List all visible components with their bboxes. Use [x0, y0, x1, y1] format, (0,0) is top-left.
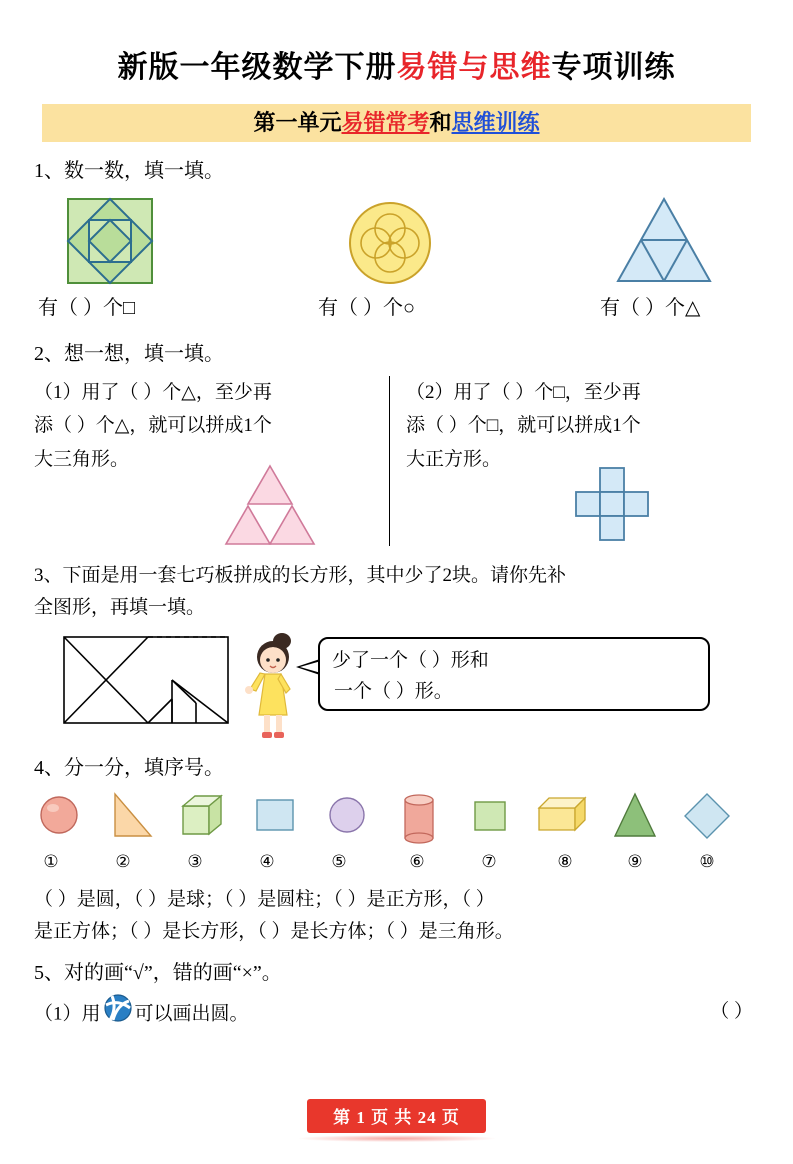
shape-cube-green: [172, 790, 234, 848]
unit-banner-mid: 和: [429, 110, 452, 135]
shape-number-10: ⑩: [699, 851, 715, 871]
figure-blue-polyomino: [574, 466, 674, 542]
question-4-answer-line2: 是正方体；（ ）是长方形，（ ）是长方体；（ ）是三角形。: [34, 920, 514, 942]
shape-number-7: ⑦: [481, 851, 497, 871]
shape-cylinder-pink: [388, 790, 450, 848]
question-2-left: [34, 376, 379, 476]
q3-bubble-line1: 少了一个（ ）形和: [332, 649, 489, 671]
shape-circle-purple: [316, 790, 378, 848]
shape-triangle-orange: [100, 790, 162, 848]
figure-tangram-rectangle: [62, 633, 232, 729]
q3-bubble-line2: 一个（ ）形。: [334, 680, 453, 702]
question-1-stem: 1、数一数，填一填。: [34, 160, 224, 182]
shape-number-3: ③: [187, 851, 203, 871]
question-2-columns: [34, 376, 750, 556]
unit-banner-blue: 思维训练: [451, 110, 540, 135]
q1-blank-circle: 有（ ）个○: [318, 297, 416, 319]
page-title-part2: 易错与思维: [396, 51, 552, 84]
page-footer: [0, 1099, 793, 1142]
speech-bubble: [318, 637, 710, 711]
unit-banner: [42, 104, 751, 142]
q2-left-line2: 添（ ）个△，就可以拼成1个: [34, 415, 272, 437]
question-3-stem-line2: 全图形，再填一填。: [34, 597, 206, 619]
question-1-blanks: [0, 291, 793, 325]
question-3-content: [0, 629, 793, 747]
q1-blank-square: 有（ ）个□: [38, 297, 136, 319]
q5-item1-prefix: （1）用: [34, 1003, 101, 1025]
column-divider: [389, 376, 390, 546]
q2-left-line1: （1）用了（ ）个△，至少再: [34, 382, 272, 403]
shape-cuboid-yellow: [532, 790, 594, 848]
shape-square-green: [460, 790, 522, 848]
unit-banner-red: 易错常考: [341, 110, 430, 135]
shape-sphere: [28, 790, 90, 848]
question-4-shapes: [0, 790, 793, 852]
unit-banner-prefix: 第一单元: [253, 110, 342, 135]
q1-blank-triangle: 有（ ）个△: [600, 297, 701, 319]
page-title: [0, 42, 793, 86]
figure-pink-triangles: [224, 464, 316, 548]
question-4-answer-line1: （ ）是圆，（ ）是球；（ ）是圆柱；（ ）是正方形，（ ）: [34, 888, 495, 910]
question-5-stem: 5、对的画“√”，错的画“×”。: [34, 962, 282, 985]
shape-number-5: ⑤: [331, 851, 347, 871]
shape-number-1: ①: [43, 851, 59, 871]
footer-shadow: [299, 1135, 495, 1142]
q2-right-line2: 添（ ）个□，就可以拼成1个: [406, 415, 641, 437]
q5-item1-answer-blank: （ ）: [710, 1001, 753, 1023]
question-3-stem-line1: 3、下面是用一套七巧板拼成的长方形，其中少了2块。请你先补: [34, 565, 567, 586]
shape-number-8: ⑧: [557, 851, 573, 871]
page-number-badge: 第 1 页 共 24 页: [307, 1099, 486, 1133]
shape-number-9: ⑨: [627, 851, 643, 871]
figure-subdivided-triangle: [612, 195, 716, 287]
question-2-stem: 2、想一想，填一填。: [34, 343, 224, 365]
shape-number-6: ⑥: [409, 851, 425, 871]
figure-nested-squares: [62, 195, 170, 287]
question-2-right: [406, 376, 751, 476]
volleyball-icon: [103, 993, 133, 1037]
question-4-numbers: [0, 852, 793, 876]
question-1-figures: [0, 195, 793, 291]
worksheet-page: [0, 42, 793, 1164]
page-title-part1: 新版一年级数学下册: [117, 51, 397, 84]
shape-rhombus-blue: [676, 790, 738, 848]
question-5-item-1: [34, 993, 793, 1031]
page-title-part3: 专项训练: [551, 51, 676, 84]
q2-right-line3: 大正方形。: [406, 448, 502, 470]
figure-circle-flower: [344, 197, 436, 289]
question-4-stem: 4、分一分，填序号。: [34, 756, 224, 779]
q2-left-line3: 大三角形。: [34, 448, 130, 470]
shape-number-2: ②: [115, 851, 131, 871]
cartoon-girl-icon: [238, 629, 308, 741]
shape-number-4: ④: [259, 851, 275, 871]
q5-item1-suffix: 可以画出圆。: [134, 1003, 249, 1025]
shape-square-blue: [244, 790, 306, 848]
shape-triangle-green: [604, 790, 666, 848]
q2-right-line1: （2）用了（ ）个□，至少再: [406, 382, 641, 403]
